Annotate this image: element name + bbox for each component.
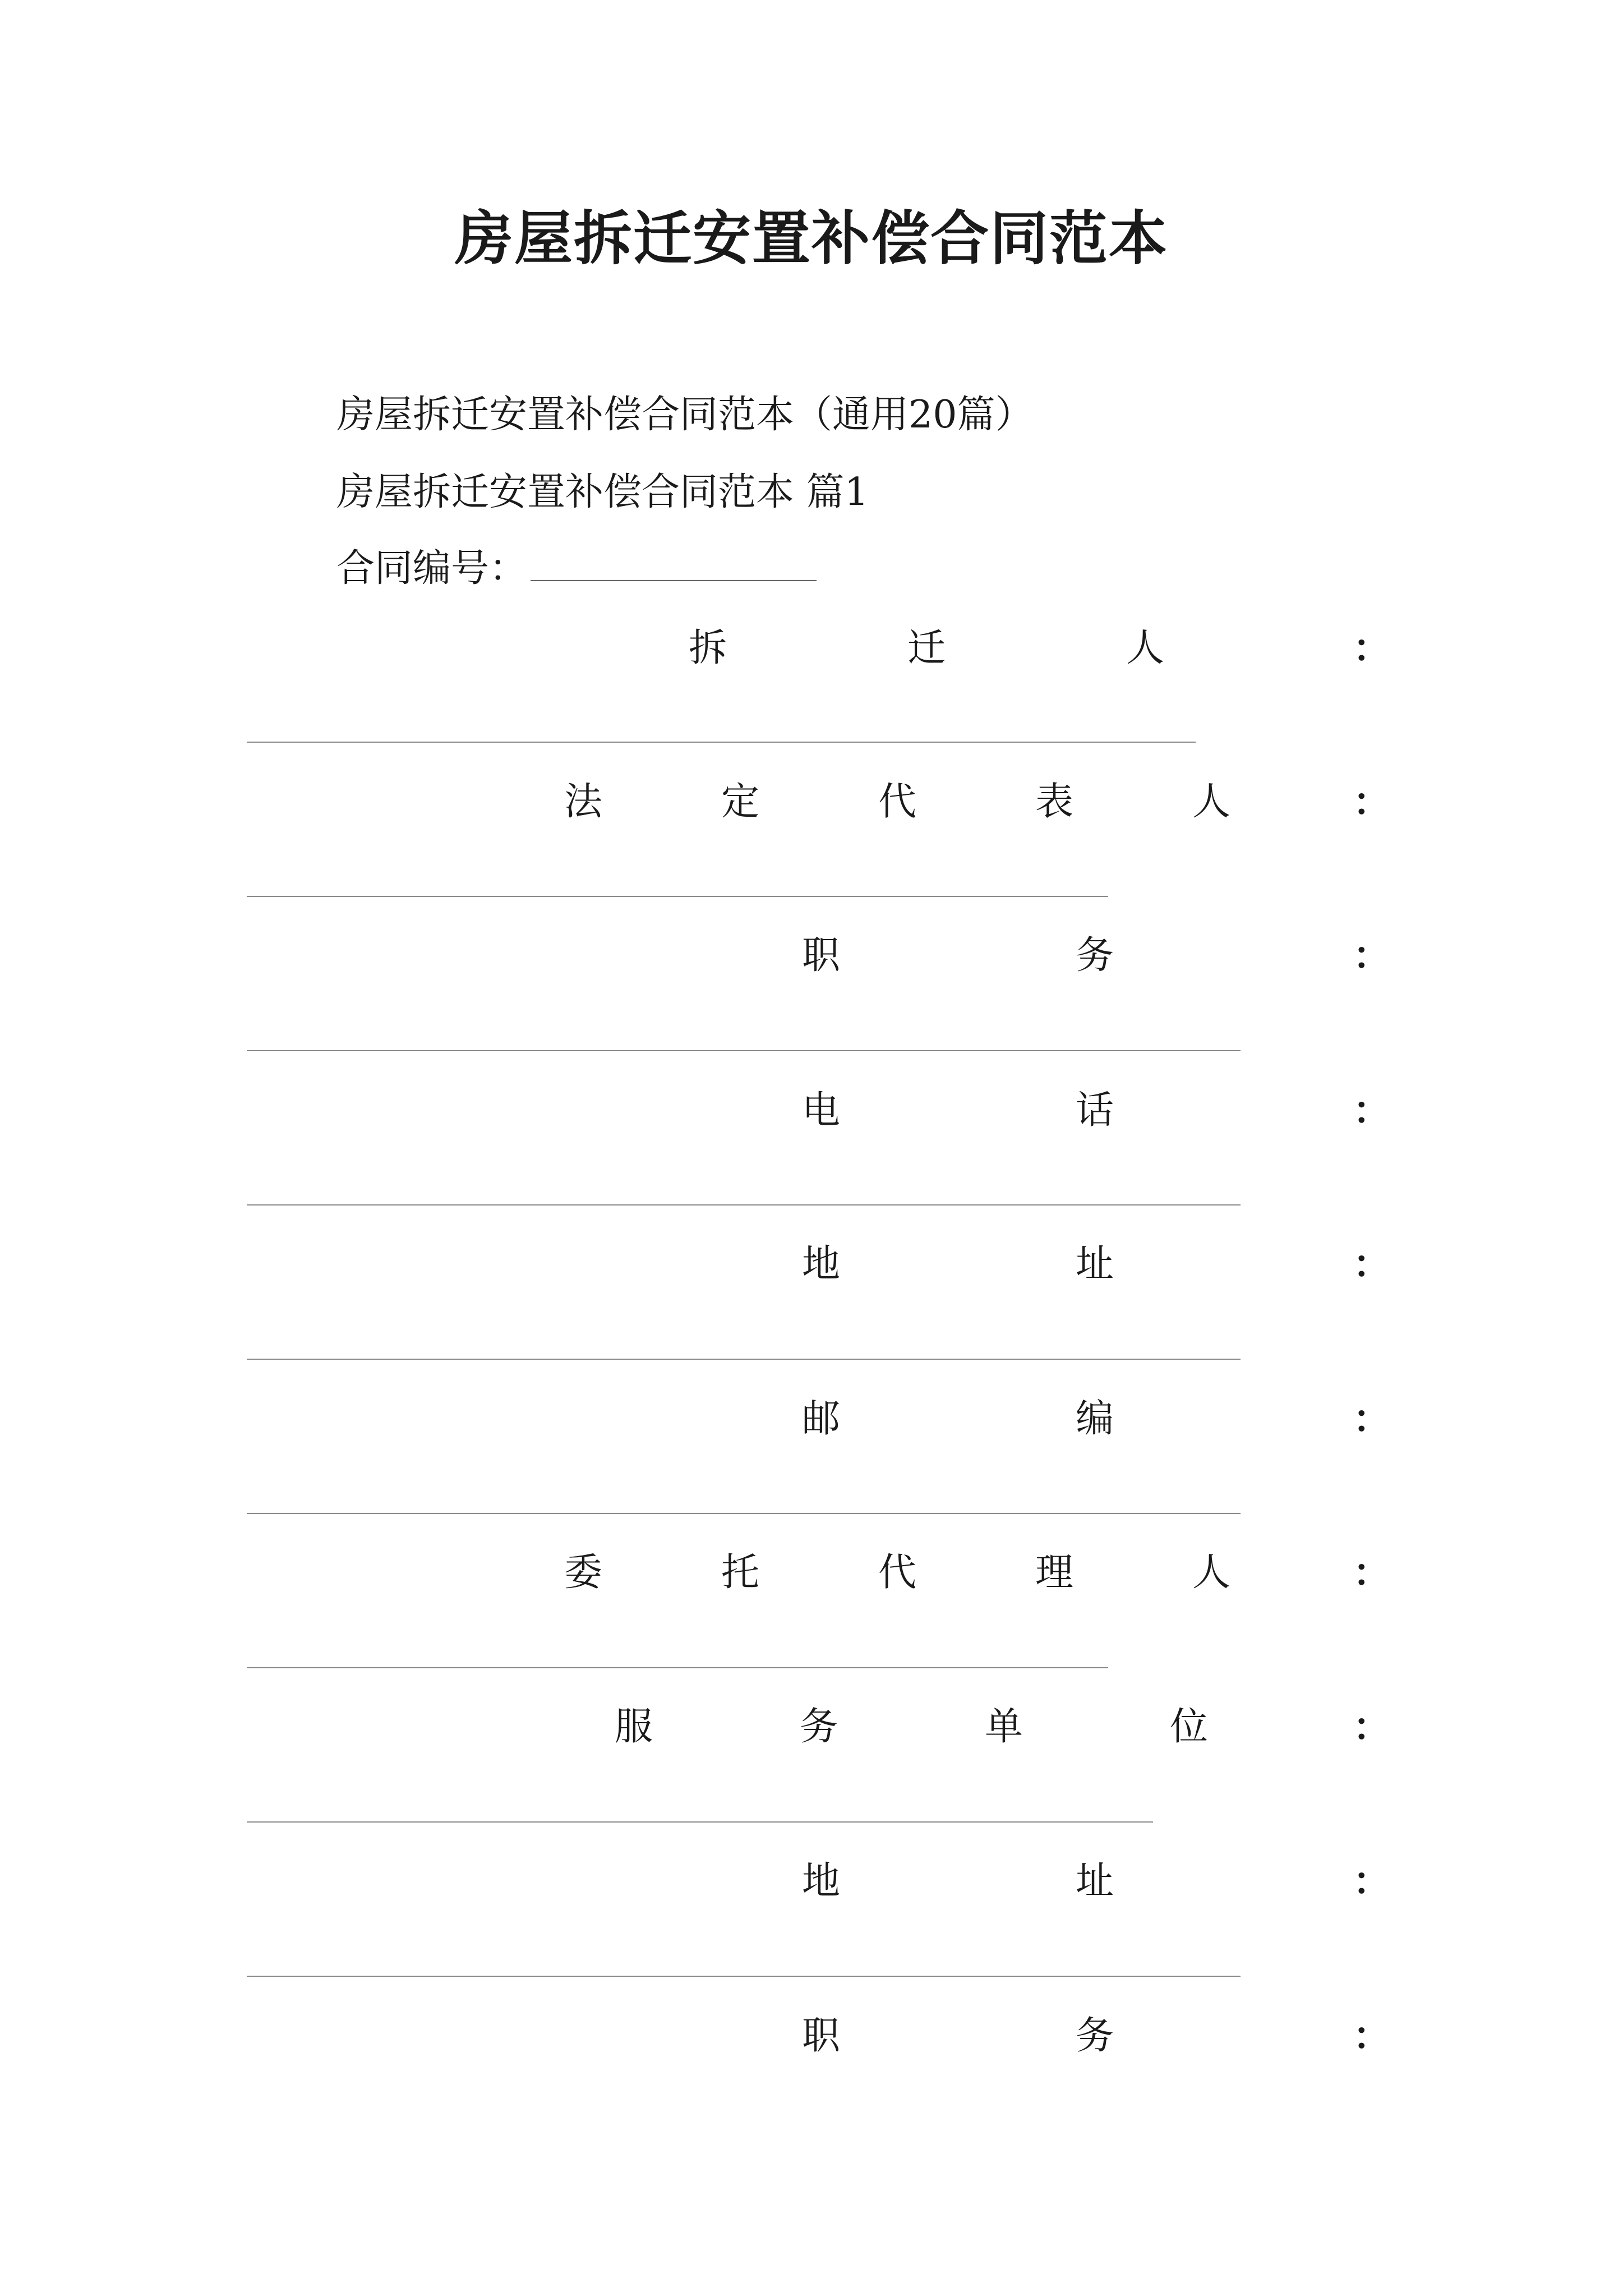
field-label-char: 托 — [721, 1550, 760, 1595]
field-label-char: 址 — [1075, 1242, 1114, 1286]
field-label-char: 法 — [564, 780, 603, 824]
fill-in-line — [247, 1050, 1241, 1051]
field-label-char: 职 — [801, 933, 841, 978]
fill-in-line — [247, 742, 1196, 743]
field-label-char: 位 — [1169, 1705, 1209, 1749]
field-colon: ： — [1353, 1242, 1391, 1287]
contract-number-blank — [531, 545, 817, 581]
field-label-char: 电 — [801, 1088, 841, 1133]
field-label-char: 编 — [1075, 1397, 1114, 1441]
field-label-char: 地 — [801, 1859, 841, 1903]
field-label-char: 委 — [564, 1550, 603, 1595]
field-colon: ： — [1353, 1397, 1391, 1442]
field-row-phone — [0, 1083, 1623, 1139]
contract-number-line — [336, 542, 817, 596]
field-colon: ： — [1353, 933, 1391, 978]
field-label-char: 定 — [721, 780, 760, 824]
field-label-char: 人 — [1192, 1550, 1231, 1595]
field-colon: ： — [1353, 1088, 1391, 1133]
fill-in-line — [247, 1359, 1241, 1360]
fill-in-line — [247, 1976, 1241, 1977]
field-row-postcode — [0, 1391, 1623, 1447]
field-row-address-2 — [0, 1853, 1623, 1910]
field-label-char: 理 — [1035, 1550, 1074, 1595]
field-label-char: 单 — [984, 1705, 1023, 1749]
field-label-char: 址 — [1075, 1859, 1114, 1903]
field-label-char: 话 — [1075, 1088, 1114, 1133]
field-label-char: 代 — [878, 780, 917, 824]
field-colon: ： — [1353, 1705, 1391, 1750]
fill-in-line — [247, 1667, 1108, 1668]
field-label-char: 务 — [1075, 933, 1114, 978]
field-label-char: 人 — [1192, 780, 1231, 824]
field-row-position — [0, 928, 1623, 984]
field-label-char: 邮 — [801, 1397, 841, 1441]
field-label-char: 务 — [1075, 2014, 1114, 2058]
field-label-char: 务 — [799, 1705, 838, 1749]
field-label-char: 地 — [801, 1242, 841, 1286]
field-colon: ： — [1353, 780, 1391, 825]
field-label-char: 代 — [878, 1550, 917, 1595]
document-title: 房屋拆迁安置补偿合同范本 — [454, 204, 1168, 273]
field-colon: ： — [1353, 626, 1391, 671]
field-row-position-2 — [0, 2008, 1623, 2064]
intro-line: 房屋拆迁安置补偿合同范本（通用20篇） — [336, 393, 1034, 437]
section-heading: 房屋拆迁安置补偿合同范本 篇1 — [336, 470, 869, 514]
field-row-address — [0, 1236, 1623, 1292]
fill-in-line — [247, 896, 1108, 897]
field-label-char: 拆 — [688, 626, 727, 670]
field-row-authorized-agent — [0, 1545, 1623, 1601]
contract-number-label: 合同编号： — [336, 546, 528, 591]
field-colon: ： — [1353, 1859, 1391, 1904]
field-colon: ： — [1353, 1550, 1391, 1595]
field-row-legal-representative — [0, 774, 1623, 830]
field-label-char: 职 — [801, 2014, 841, 2058]
field-label-char: 迁 — [907, 626, 946, 670]
field-colon: ： — [1353, 2014, 1391, 2059]
fill-in-line — [247, 1821, 1153, 1823]
field-label-char: 人 — [1126, 626, 1165, 670]
field-row-relocator — [0, 620, 1623, 677]
fill-in-line — [247, 1204, 1241, 1205]
fill-in-line — [247, 1513, 1241, 1514]
field-label-char: 表 — [1035, 780, 1074, 824]
field-label-char: 服 — [614, 1705, 653, 1749]
field-row-service-unit — [0, 1699, 1623, 1755]
